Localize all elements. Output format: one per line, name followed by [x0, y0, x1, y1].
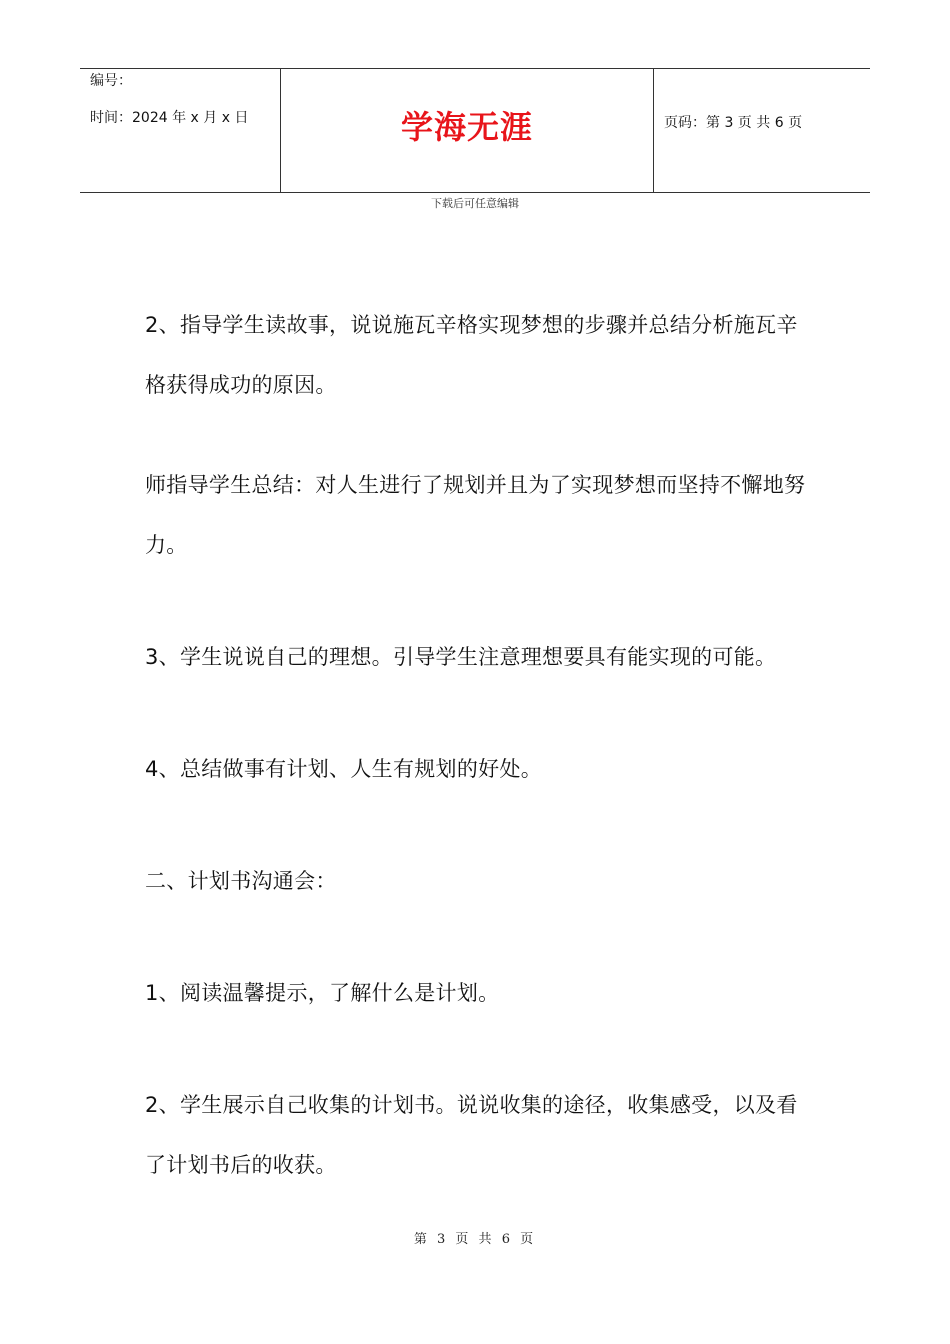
brand-title: 学海无涯 [400, 108, 533, 146]
paragraph: 师指导学生总结：对人生进行了规划并且为了实现梦想而坚持不懈地努力。 [145, 473, 806, 557]
paragraph: 1、阅读温馨提示，了解什么是计划。 [145, 981, 500, 1005]
editable-note: 下载后可任意编辑 [431, 197, 519, 210]
header-center-cell [281, 69, 654, 192]
paragraph: 4、总结做事有计划、人生有规划的好处。 [145, 757, 543, 781]
header-right-cell [654, 69, 870, 192]
document-header [80, 68, 870, 193]
document-body [145, 295, 810, 1195]
header-left-cell [80, 69, 281, 192]
page-number-label: 页码：第 3 页 共 6 页 [664, 115, 803, 131]
page-footer: 第 3 页 共 6 页 [413, 1232, 537, 1247]
document-date-label: 时间：2024 年 x 月 x 日 [90, 110, 249, 126]
paragraph: 3、学生说说自己的理想。引导学生注意理想要具有能实现的可能。 [145, 645, 777, 669]
paragraph: 2、学生展示自己收集的计划书。说说收集的途径，收集感受，以及看了计划书后的收获。 [145, 1093, 798, 1177]
paragraph: 2、指导学生读故事，说说施瓦辛格实现梦想的步骤并总结分析施瓦辛格获得成功的原因。 [145, 313, 798, 397]
section-heading: 二、计划书沟通会： [145, 869, 337, 893]
document-number-label: 编号： [90, 73, 132, 89]
